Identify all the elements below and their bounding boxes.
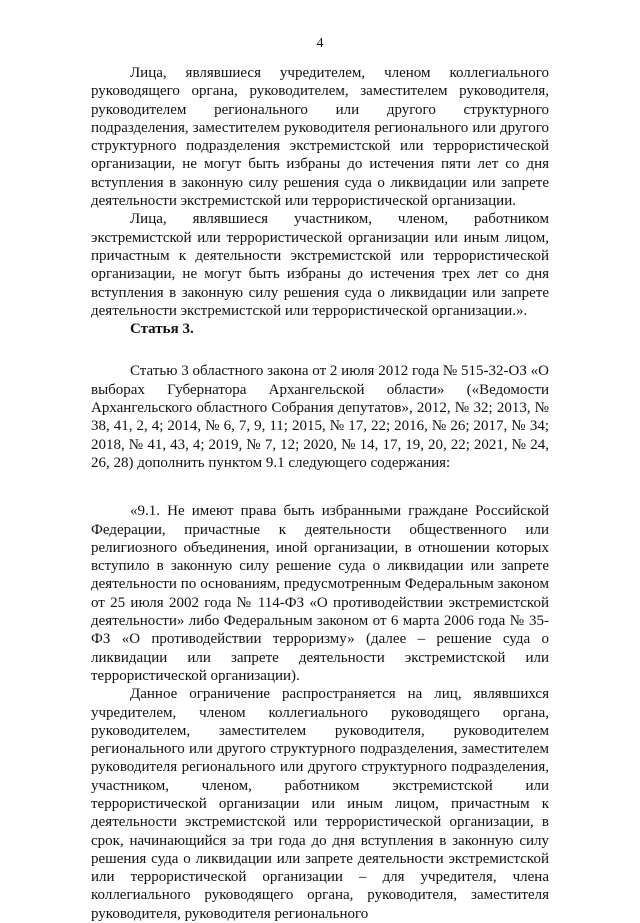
paragraph-participants-restriction: Лица, являвшиеся участником, членом, работником экстремистской или террористической организации или иным лицом, причастным к деятельности экстремистской или террористической организации, не могут быть избраны до истечения трех лет со дня вступления в законную силу решения суда о ликвидации или запрете деятельности экстремистской или террористической организации.». bbox=[91, 211, 549, 319]
article-heading: Статья 3. bbox=[130, 321, 194, 338]
article-intro-paragraph: Статью 3 областного закона от 2 июля 2012 года № 515-32-ОЗ «О выборах Губернатора Архангельской области» («Ведомости Архангельского областного Собрания депутатов», 2012, № 32; 2013, № 38, 41, 2, 4; 2014, № 6, 7, 9, 11; 2015, № 17, 22; 2016, № 26; 2017, № 34; 2018, № 41, 43, 4; 2019, № 7, 12; 2020, № 14, 17, 19, 20, 22; 2021, № 24, 26, 28) дополнить пунктом 9.1 следующего содержания: bbox=[91, 363, 549, 471]
page-number: 4 bbox=[316, 36, 324, 51]
document-body bbox=[91, 64, 549, 923]
paragraph-clause-9-1: «9.1. Не имеют права быть избранными граждане Российской Федерации, причастные к деятельности общественного или религиозного объединения, иной организации, в отношении которых вступило в законную силу решение суда о ликвидации или запрете деятельности по основаниям, предусмотренным Федеральным законом от 25 июля 2002 года № 114-ФЗ «О противодействии экстремистской деятельности» либо Федеральным законом от 6 марта 2006 года № 35-ФЗ «О противодействии терроризму» (далее – решение суда о ликвидации или запрете деятельности экстремистской или террористической организации). bbox=[91, 503, 549, 684]
paragraph-founders-restriction: Лица, являвшиеся учредителем, членом коллегиального руководящего органа, руководителем, заместителем руководителя, руководителем регионального или другого структурного подразделения, заместителем руководителя регионального или другого структурного подразделения экстремистской или террористической организации, не могут быть избраны до истечения пяти лет со дня вступления в законную силу решения суда о ликвидации или запрете деятельности экстремистской или террористической организации. bbox=[91, 65, 549, 210]
paragraph-restriction-scope: Данное ограничение распространяется на лиц, являвшихся учредителем, членом коллегиального руководящего органа, руководителем, заместителем руководителя, руководителем регионального или другого структурного подразделения, заместителем руководителя регионального или другого структурного подразделения, участником, членом, работником экстремистской или террористической организации или иным лицом, причастным к деятельности экстремистской или террористической организации, в срок, начинающийся за три года до дня вступления в законную силу решения суда о ликвидации или запрете деятельности экстремистской или террористической организации – для учредителя, члена коллегиального руководящего органа, руководителя, заместителя руководителя, руководителя регионального bbox=[91, 686, 549, 922]
